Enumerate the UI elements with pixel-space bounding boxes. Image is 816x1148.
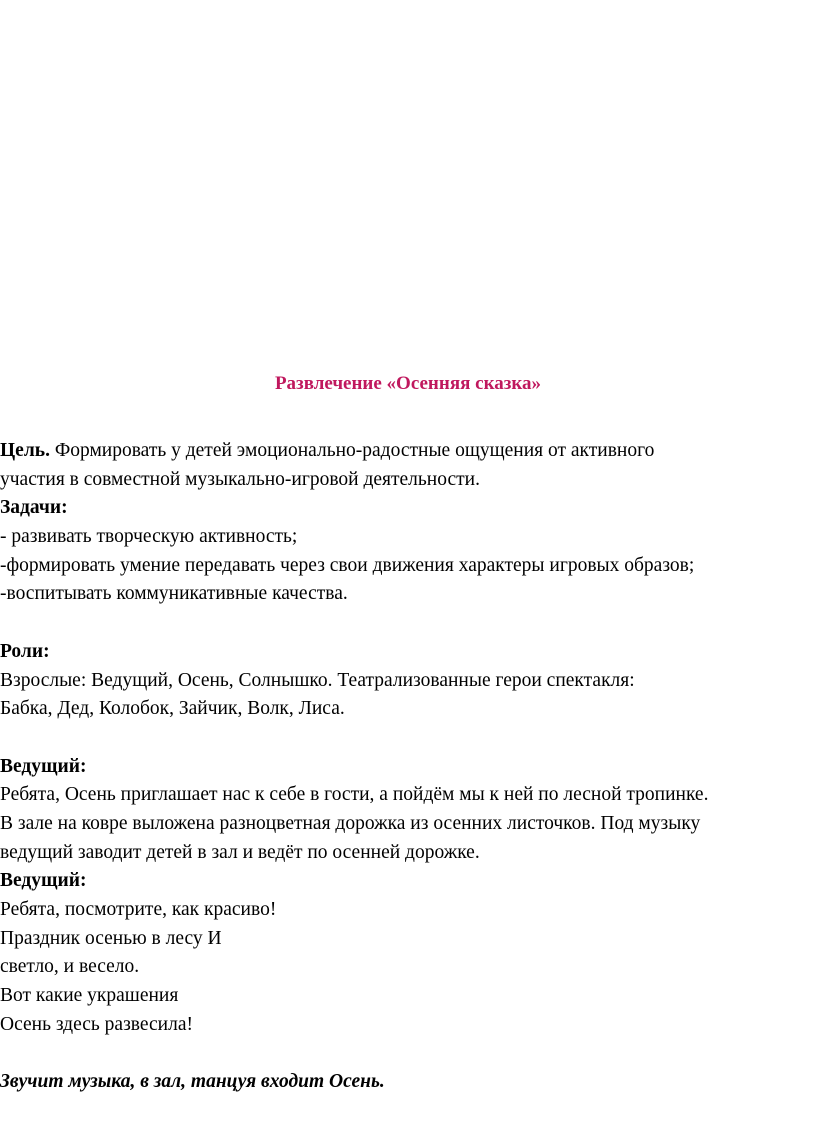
- stage-direction: Звучит музыка, в зал, танцуя входит Осень.: [0, 1071, 385, 1093]
- host-label-1: Ведущий:: [0, 755, 87, 777]
- host1-line-1: Ребята, Осень приглашает нас к себе в гости, а пойдём мы к ней по лесной тропинке.: [0, 784, 709, 806]
- poem-line-3: светло, и весело.: [0, 956, 140, 978]
- document-body: [0, 437, 816, 1097]
- poem-line-5: Осень здесь развесила!: [0, 1013, 193, 1035]
- host1-line-2: В зале на ковре выложена разноцветная дорожка из осенних листочков. Под музыку: [0, 812, 701, 834]
- roles-line-2: Бабка, Дед, Колобок, Зайчик, Волк, Лиса.: [0, 698, 345, 720]
- spacer: [0, 609, 816, 638]
- spacer: [0, 1039, 816, 1068]
- host-label-2: Ведущий:: [0, 870, 87, 892]
- page-title: Развлечение «Осенняя сказка»: [274, 373, 542, 394]
- spacer: [0, 724, 816, 753]
- host1-line-3: ведущий заводит детей в зал и ведёт по осенней дорожке.: [0, 841, 480, 863]
- tasks-label: Задачи:: [0, 497, 68, 519]
- goal-paragraph: [0, 437, 816, 466]
- poem-line-2: Праздник осенью в лесу И: [0, 927, 222, 949]
- roles-label: Роли:: [0, 640, 50, 662]
- goal-label: Цель.: [0, 440, 50, 461]
- goal-text-line-1: Формировать у детей эмоционально-радостные ощущения от активного: [49, 440, 655, 461]
- goal-text-line-2: участия в совместной музыкально-игровой деятельности.: [0, 468, 480, 490]
- poem-line-4: Вот какие украшения: [0, 985, 179, 1007]
- task-item-2: -формировать умение передавать через свои движения характеры игровых образов;: [0, 554, 695, 576]
- task-item-3: -воспитывать коммуникативные качества.: [0, 583, 348, 605]
- task-item-1: - развивать творческую активность;: [0, 526, 298, 548]
- poem-line-1: Ребята, посмотрите, как красиво!: [0, 899, 277, 920]
- roles-line-1: Взрослые: Ведущий, Осень, Солнышко. Театрализованные герои спектакля:: [0, 669, 635, 691]
